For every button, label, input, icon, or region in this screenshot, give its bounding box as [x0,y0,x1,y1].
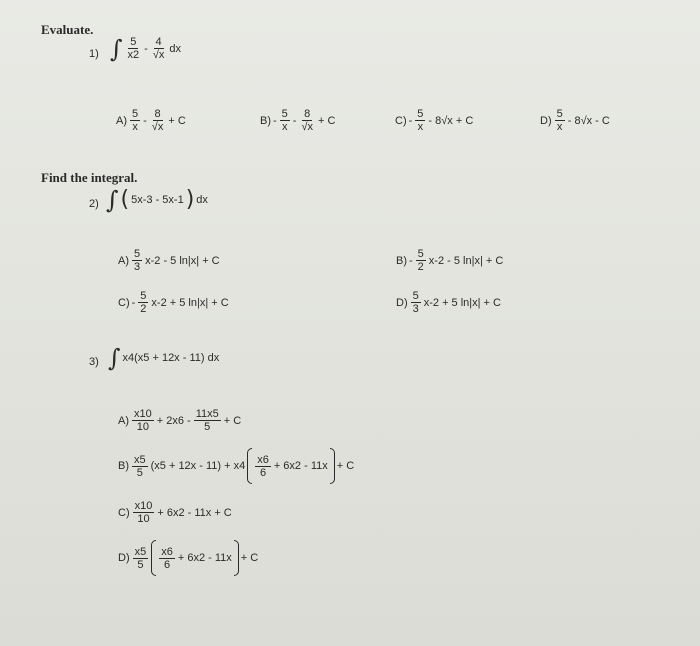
q1-option-c: C) - $\frac{5}{x}$ - 8√x + C [395,108,474,133]
q3-option-b: B) $\frac{x5}{5}$ (x5 + 12x - 11) + x4 $\frac{x6}{6}$ + 6x2 - 11x + C [118,448,354,484]
integral-sign: ∫ [110,34,123,63]
q2-option-c: C) - $\frac{5}{2}$ x-2 + 5 ln|x| + C [118,290,229,315]
q1-expression [110,36,181,61]
q1-minus: - [144,42,148,55]
q3-option-c: C) $\frac{x10}{10}$ + 6x2 - 11x + C [118,500,232,525]
q1-option-d: D) $\frac{5}{x}$ - 8√x - C [540,108,610,133]
q2-number: 2) [89,198,99,210]
q1-dx: dx [169,42,181,55]
q2-expression: ∫ ( 5x-3 - 5x-1 ) dx [106,186,208,214]
integral-sign: ∫ [108,344,121,372]
q1-number: 1) [89,48,99,60]
q3-option-a: A) $\frac{x10}{10}$ + 2x6 - $\frac{11x5}{5}$ + C [118,408,242,433]
q3-integrand: x4(x5 + 12x - 11) dx [122,352,220,364]
q1-option-b: B) - $\frac{5}{x}$ - $\frac{8}{√x}$ + C [260,108,336,133]
q3-expression [108,346,219,370]
q1-option-a: A) $\frac{5}{x}$ - $\frac{8}{√x}$ + C [116,108,186,133]
q3-option-d: D) $\frac{x5}{5}$ $\frac{x6}{6}$ + 6x2 - 11x + C [118,540,258,576]
q2-option-d: D) $\frac{5}{3}$ x-2 + 5 ln|x| + C [396,290,501,315]
heading-evaluate: Evaluate. [41,22,94,37]
heading-find-integral: Find the integral. [41,170,138,185]
q3-number: 3) [89,356,99,368]
q1-fraction-2: $\frac{4}{√x}$ [152,36,165,61]
q2-option-b: B) - $\frac{5}{2}$ x-2 - 5 ln|x| + C [396,248,504,273]
integral-sign: ∫ [106,186,119,214]
q2-integrand: 5x-3 - 5x-1 [131,194,184,206]
q2-option-a: A) $\frac{5}{3}$ x-2 - 5 ln|x| + C [118,248,220,273]
q1-fraction-1: $\frac{5}{x2}$ [127,36,140,61]
